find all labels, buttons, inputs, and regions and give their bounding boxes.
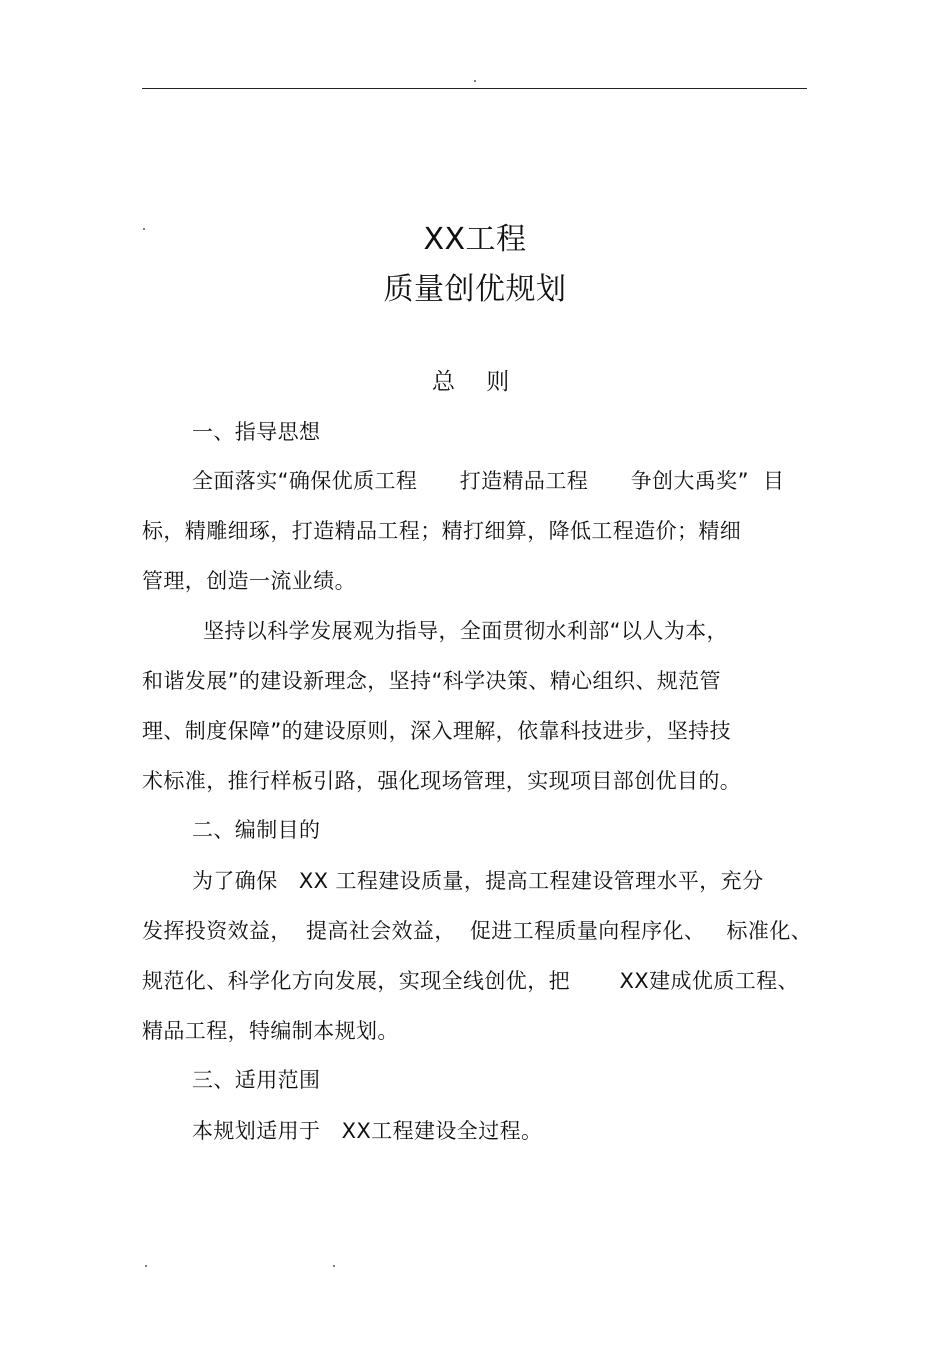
paragraph-line: 为了确保 XX 工程建设质量，提高工程建设管理水平，充分 bbox=[192, 869, 764, 893]
paragraph-line: 发挥投资效益， 提高社会效益， 促进工程质量向程序化、 标准化、 bbox=[142, 919, 813, 943]
subheading-scope: 三、适用范围 bbox=[192, 1068, 321, 1092]
paragraph-line: 理、制度保障”的建设原则，深入理解，依靠科技进步，坚持技 bbox=[142, 719, 732, 743]
paragraph-line: 精品工程，特编制本规划。 bbox=[142, 1019, 399, 1043]
paragraph-line: 规范化、科学化方向发展，实现全线创优，把 XX建成优质工程、 bbox=[142, 969, 799, 993]
paragraph-line: 管理，创造一流业绩。 bbox=[142, 569, 356, 593]
paragraph-line: 标，精雕细琢，打造精品工程；精打细算，降低工程造价；精细 bbox=[142, 519, 742, 543]
subheading-purpose: 二、编制目的 bbox=[192, 818, 321, 842]
document-title: XX工程 bbox=[423, 222, 527, 257]
subheading-guiding-thought: 一、指导思想 bbox=[192, 420, 321, 444]
header-rule bbox=[142, 88, 807, 89]
header-dot-mark bbox=[474, 80, 476, 82]
paragraph-line: 术标准，推行样板引路，强化现场管理，实现项目部创优目的。 bbox=[142, 769, 742, 793]
paragraph-line: 和谐发展”的建设新理念，坚持“科学决策、精心组织、规范管 bbox=[142, 669, 721, 693]
paragraph-line: 本规划适用于 XX工程建设全过程。 bbox=[192, 1119, 543, 1143]
footer-dot-mark bbox=[145, 1265, 147, 1267]
document-subtitle: 质量创优规划 bbox=[383, 272, 567, 307]
paragraph-line: 全面落实“确保优质工程 打造精品工程 争创大禹奖” 目 bbox=[192, 469, 785, 493]
paragraph-line: 坚持以科学发展观为指导，全面贯彻水利部“以人为本， bbox=[196, 619, 728, 643]
section-heading: 总 则 bbox=[432, 369, 510, 395]
footer-dot-mark bbox=[333, 1265, 335, 1267]
